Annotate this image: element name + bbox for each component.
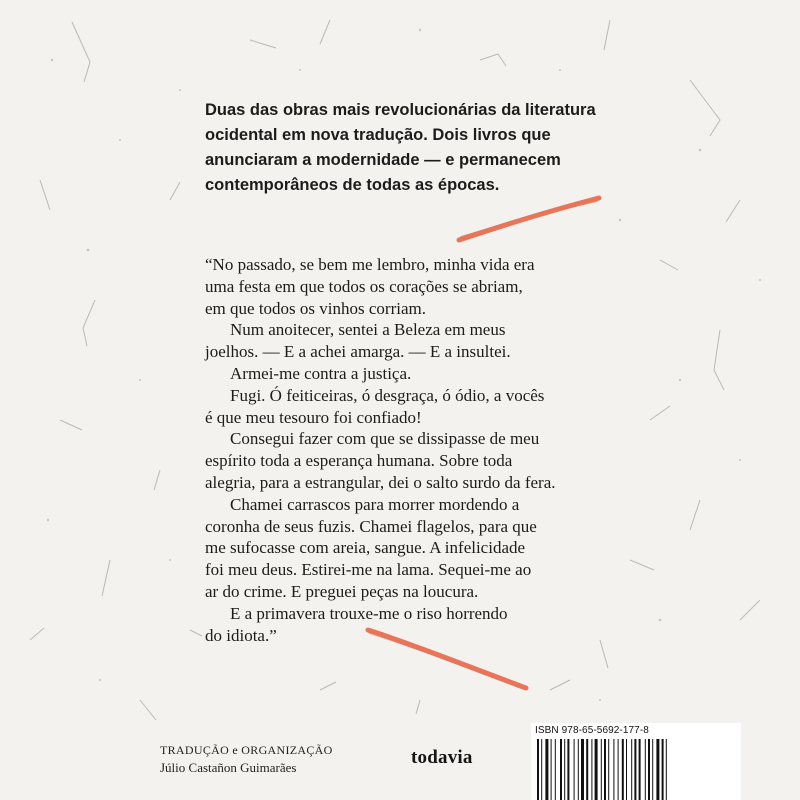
credit-role: TRADUÇÃO e ORGANIZAÇÃO <box>160 743 333 757</box>
quote-line: Chamei carrascos para morrer mordendo a <box>230 494 520 514</box>
quote-excerpt <box>205 254 625 646</box>
quote-line: é que meu tesouro foi confiado! <box>205 407 422 427</box>
quote-line: “No passado, se bem me lembro, minha vida era <box>205 255 535 274</box>
intro-blurb <box>205 98 625 198</box>
quote-line: E a primavera trouxe-me o riso horrendo <box>230 603 508 623</box>
quote-line: em que todos os vinhos corriam. <box>205 298 426 318</box>
barcode-graphic <box>535 739 737 800</box>
quote-line: Num anoitecer, sentei a Beleza em meus <box>230 320 506 340</box>
quote-line: Fugi. Ó feiticeiras, ó desgraça, ó ódio, a vocês <box>230 385 545 405</box>
quote-line: ar do crime. E preguei peças na loucura. <box>205 581 479 601</box>
intro-line: ocidental em nova tradução. Dois livros que <box>205 126 551 144</box>
quote-line: me sufocasse com areia, sangue. A infelicidade <box>205 538 526 558</box>
isbn-barcode-block <box>531 723 741 800</box>
quote-line: joelhos. — E a achei amarga. — E a insultei. <box>205 342 511 362</box>
orange-brush-stroke-bottom <box>362 624 532 694</box>
isbn-number: ISBN 978-65-5692-177-8 <box>535 725 649 736</box>
intro-line: contemporâneos de todas as épocas. <box>205 176 500 194</box>
translator-credit <box>160 741 333 777</box>
quote-line: Consegui fazer com que se dissipasse de meu <box>230 429 540 449</box>
credit-name: Júlio Castañon Guimarães <box>160 760 297 775</box>
quote-line: foi meu deus. Estirei-me na lama. Sequei-me ao <box>205 560 532 580</box>
quote-line: do idiota.” <box>205 625 277 645</box>
quote-line: Armei-me contra a justiça. <box>230 363 412 383</box>
quote-line: uma festa em que todos os corações se abriam, <box>205 276 523 296</box>
quote-line: espírito toda a esperança humana. Sobre toda <box>205 451 513 471</box>
orange-brush-stroke-top <box>455 192 605 247</box>
intro-line: Duas das obras mais revolucionárias da literatura <box>205 101 596 119</box>
quote-line: alegria, para a estrangular, dei o salto surdo da fera. <box>205 472 556 492</box>
publisher-logo: todavia <box>411 747 473 768</box>
intro-line: anunciaram a modernidade — e permanecem <box>205 151 561 169</box>
quote-line: coronha de seus fuzis. Chamei flagelos, para que <box>205 516 537 536</box>
